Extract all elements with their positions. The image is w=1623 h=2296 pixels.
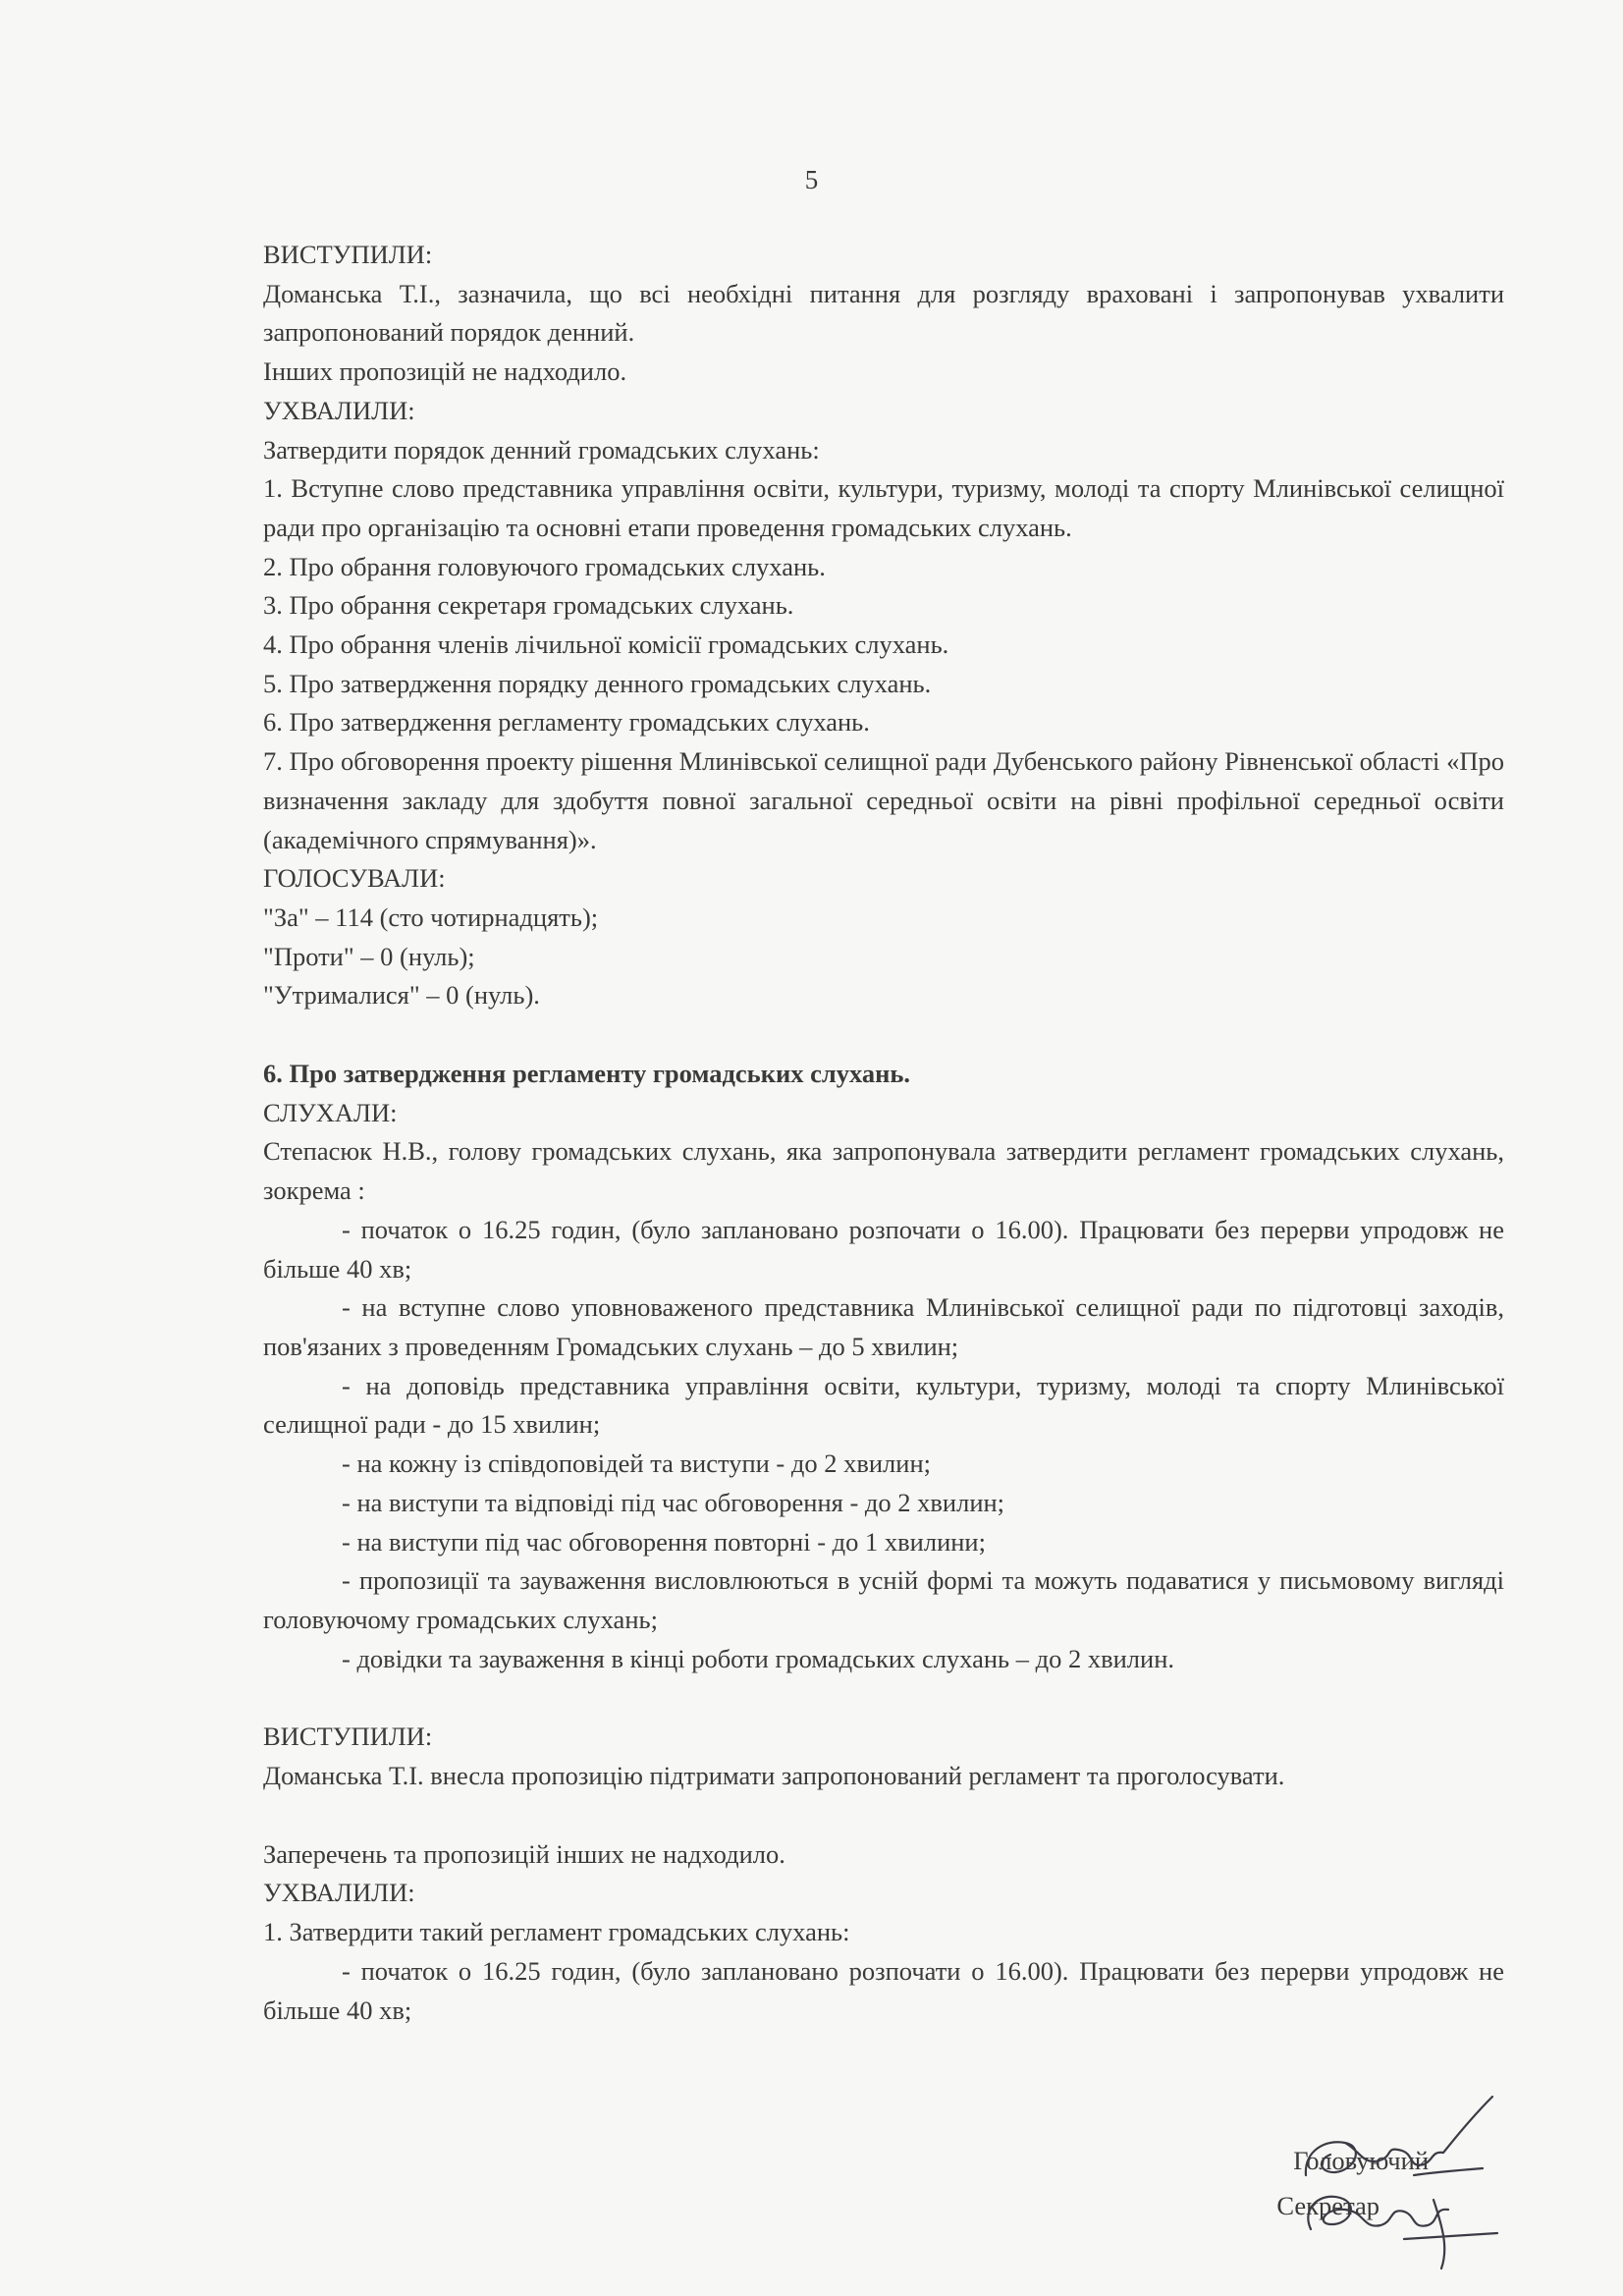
regulation-item: - пропозиції та зауваження висловлюються в усній формі та можуть подаватися у письмовому вигляді головуючому громадських слухань; <box>263 1565 1504 1634</box>
regulation-item: - початок о 16.25 годин, (було заплановано розпочати о 16.00). Працювати без перерви упродовж не більше 40 хв; <box>263 1214 1504 1284</box>
chair-signature <box>1306 2097 1492 2175</box>
spoke-text: Доманська Т.І., зазначила, що всі необхідні питання для розгляду враховані і запропонував ухвалити запропонований порядок денний. <box>263 278 1504 348</box>
secretary-label: Секретар <box>1276 2191 1380 2220</box>
signature-block <box>1119 2141 1512 2278</box>
secretary-signature <box>1308 2197 1497 2269</box>
spoke-text: Доманська Т.І. внесла пропозицію підтримати запропонований регламент та проголосувати. <box>263 1761 1285 1791</box>
vote-line: "Проти" – 0 (нуль); <box>263 941 475 971</box>
decided-heading: УХВАЛИЛИ: <box>263 395 415 425</box>
agenda-item: 7. Про обговорення проекту рішення Млинівської селищної ради Дубенського району Рівненської області «Про визначення закладу для здобуття повної загальної середньої освіти на рівні профільної середньої освіти (академічного спрямування)». <box>263 746 1504 854</box>
decided-text: Затвердити порядок денний громадських слухань: <box>263 434 820 465</box>
regulation-list <box>263 1211 1504 1678</box>
vote-line: "За" – 114 (сто чотирнадцять); <box>263 902 599 932</box>
section-title: 6. Про затвердження регламенту громадських слухань. <box>263 1059 911 1089</box>
agenda-item: 5. Про затвердження порядку денного громадських слухань. <box>263 668 932 698</box>
no-objections-text: Заперечень та пропозицій інших не надходило. <box>263 1838 785 1869</box>
regulation-item: - на вступне слово уповноваженого представника Млинівської селищної ради по підготовці заходів, пов'язаних з проведенням Громадських слухань – до 5 хвилин; <box>263 1292 1504 1361</box>
no-proposals-text: Інших пропозицій не надходило. <box>263 356 627 387</box>
regulation-item: - на виступи під час обговорення повторні - до 1 хвилини; <box>342 1526 986 1557</box>
vote-line: "Утрималися" – 0 (нуль). <box>263 980 540 1011</box>
agenda-list <box>263 469 1504 859</box>
regulation-item: - довідки та зауваження в кінці роботи громадських слухань – до 2 хвилин. <box>342 1643 1174 1673</box>
voted-heading: ГОЛОСУВАЛИ: <box>263 863 446 894</box>
spoke-heading: ВИСТУПИЛИ: <box>263 1722 433 1752</box>
spoke-heading: ВИСТУПИЛИ: <box>263 240 433 269</box>
agenda-item: 6. Про затвердження регламенту громадських слухань. <box>263 707 870 738</box>
heard-text: Степасюк Н.В., голову громадських слухань, яка запропонувала затвердити регламент громадських слухань, зокрема : <box>263 1136 1504 1206</box>
regulation-item: - на кожну із співдоповідей та виступи - до 2 хвилин; <box>342 1449 932 1479</box>
decided-item: - початок о 16.25 годин, (було заплановано розпочати о 16.00). Працювати без перерви упродовж не більше 40 хв; <box>263 1955 1504 2025</box>
agenda-item: 1. Вступне слово представника управління освіти, культури, туризму, молоді та спорту Млинівської селищної ради про організацію та основні етапи проведення громадських слухань. <box>263 473 1504 542</box>
heard-heading: СЛУХАЛИ: <box>263 1097 398 1127</box>
regulation-item: - на доповідь представника управління освіти, культури, туризму, молоді та спорту Млинівської селищної ради - до 15 хвилин; <box>263 1370 1504 1440</box>
document-body <box>263 236 1504 2030</box>
vote-results <box>263 899 1504 1015</box>
page-number: 5 <box>804 165 819 194</box>
decided-heading: УХВАЛИЛИ: <box>263 1878 415 1908</box>
agenda-item: 3. Про обрання секретаря громадських слухань. <box>263 590 794 621</box>
chair-label: Головуючий <box>1293 2146 1429 2175</box>
decided-text: 1. Затвердити такий регламент громадських слухань: <box>263 1917 850 1947</box>
agenda-item: 2. Про обрання головуючого громадських слухань. <box>263 551 826 581</box>
handwritten-signatures <box>1286 2082 1512 2278</box>
agenda-item: 4. Про обрання членів лічильної комісії громадських слухань. <box>263 629 949 660</box>
regulation-item: - на виступи та відповіді під час обговорення - до 2 хвилин; <box>342 1487 1005 1517</box>
